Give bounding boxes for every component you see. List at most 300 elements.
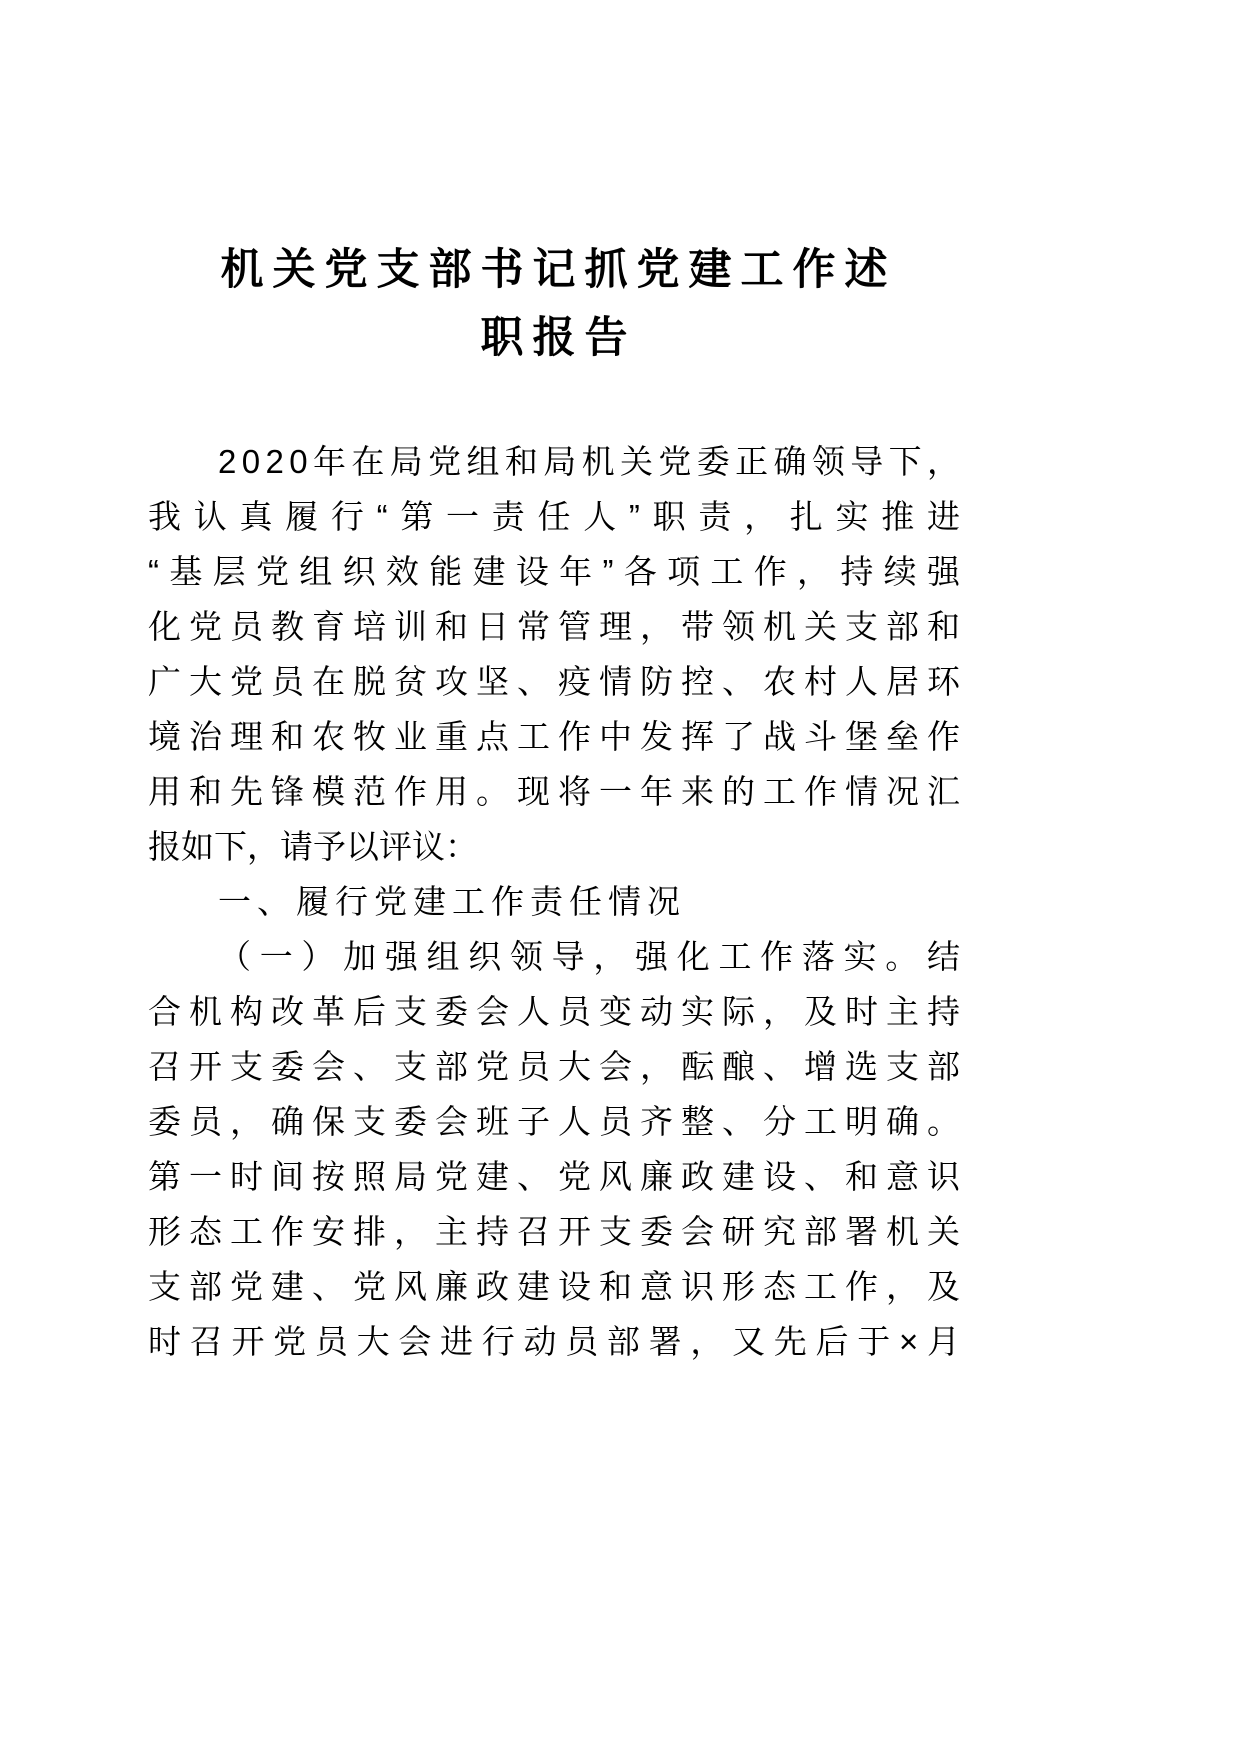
paragraph-line (148, 764, 960, 819)
glyph: 织 (342, 553, 376, 590)
glyph: 和 (435, 608, 468, 645)
glyph: 党 (255, 553, 289, 590)
glyph: 环 (927, 663, 960, 700)
glyph: 动 (640, 993, 673, 1030)
glyph: 和 (189, 773, 222, 810)
glyph: 部 (435, 1048, 468, 1085)
glyph: 工 (517, 718, 550, 755)
paragraph-line (148, 984, 960, 1039)
glyph: 党 (230, 1268, 263, 1305)
heading-section-1 (148, 874, 960, 929)
glyph: 责 (698, 498, 732, 535)
glyph: 强 (926, 553, 960, 590)
glyph: 堡 (845, 718, 878, 755)
glyph: 扎 (789, 498, 823, 535)
glyph: 实 (835, 498, 869, 535)
glyph: 合 (148, 993, 181, 1030)
glyph: 部 (804, 1213, 837, 1250)
glyph: 持 (476, 1213, 509, 1250)
glyph: 支 (599, 1213, 632, 1250)
glyph: 认 (193, 498, 227, 535)
glyph: 一 (446, 498, 480, 535)
glyph: 年 (312, 443, 346, 480)
glyph: 确 (773, 443, 807, 480)
glyph: 排 (353, 1213, 386, 1250)
glyph: 控 (681, 663, 714, 700)
glyph: 行 (481, 1323, 515, 1360)
paragraph-line (148, 1149, 960, 1204)
glyph: 境 (148, 718, 181, 755)
glyph: 态 (763, 1268, 796, 1305)
glyph: 实 (681, 993, 714, 1030)
glyph: 党 (230, 663, 263, 700)
glyph: 大 (558, 1048, 591, 1085)
glyph: 明 (845, 1103, 878, 1140)
document-content (148, 434, 960, 1369)
glyph: 化 (676, 938, 710, 975)
glyph: 主 (435, 1213, 468, 1250)
glyph: 攻 (435, 663, 468, 700)
paragraph-line (148, 599, 960, 654)
glyph: 年 (640, 773, 673, 810)
glyph: ， (763, 993, 796, 1030)
glyph: 组 (426, 938, 460, 975)
glyph: 业 (394, 718, 427, 755)
glyph: 月 (926, 1323, 960, 1360)
glyph: 形 (722, 1268, 755, 1305)
glyph: 会 (398, 1323, 432, 1360)
glyph: 落 (801, 938, 835, 975)
glyph: 下 (888, 443, 922, 480)
glyph: 整 (681, 1103, 714, 1140)
glyph: 保 (312, 1103, 345, 1140)
glyph: 项 (667, 553, 701, 590)
glyph: 中 (599, 718, 632, 755)
paragraph-line (148, 709, 960, 764)
glyph: 员 (517, 1048, 550, 1085)
glyph: 第 (400, 498, 434, 535)
glyph: 间 (271, 1158, 304, 1195)
glyph: 、 (722, 1103, 755, 1140)
glyph: 坚 (476, 663, 509, 700)
glyph: 建 (722, 1158, 755, 1195)
glyph: 党 (476, 1048, 509, 1085)
glyph: 员 (230, 608, 263, 645)
glyph: 研 (722, 1213, 755, 1250)
glyph: 作 (753, 553, 787, 590)
glyph: 开 (189, 1048, 222, 1085)
glyph: 作 (927, 718, 960, 755)
glyph: 局 (394, 1158, 427, 1195)
glyph: 加 (343, 938, 377, 975)
glyph: 带 (681, 608, 714, 645)
document-title-line-2: 职报告 (480, 314, 637, 362)
glyph: 员 (314, 1323, 348, 1360)
glyph: （ (218, 938, 251, 975)
glyph: 任 (537, 498, 571, 535)
glyph: 建 (517, 1268, 550, 1305)
glyph: 构 (230, 993, 263, 1030)
glyph: 、 (353, 1048, 386, 1085)
glyph: 贫 (394, 663, 427, 700)
glyph: 安 (312, 1213, 345, 1250)
glyph: 村 (804, 663, 837, 700)
glyph: 主 (886, 993, 919, 1030)
glyph: 。 (885, 938, 919, 975)
glyph: 正 (735, 443, 769, 480)
glyph: 意 (640, 1268, 673, 1305)
glyph: 、 (517, 1158, 550, 1195)
glyph: 范 (353, 773, 386, 810)
glyph: ” (602, 553, 614, 590)
glyph: 会 (476, 993, 509, 1030)
glyph: 委 (640, 1213, 673, 1250)
glyph: 作 (271, 1213, 304, 1250)
glyph: 设 (515, 553, 549, 590)
glyph: ， (640, 1048, 673, 1085)
glyph: 和 (599, 1268, 632, 1305)
glyph: 先 (773, 1323, 807, 1360)
glyph: 理 (599, 608, 632, 645)
glyph: 会 (312, 1048, 345, 1085)
glyph: ， (593, 938, 627, 975)
glyph: 支 (230, 1048, 263, 1085)
glyph: 点 (476, 718, 509, 755)
glyph: 委 (435, 993, 468, 1030)
glyph: 局 (389, 443, 423, 480)
glyph: 设 (558, 1268, 591, 1305)
glyph: 人 (517, 993, 550, 1030)
glyph: 机 (763, 608, 796, 645)
glyph: 各 (623, 553, 657, 590)
glyph: 持 (927, 993, 960, 1030)
glyph: 管 (558, 608, 591, 645)
glyph: 作 (558, 718, 591, 755)
glyph: 局 (543, 443, 577, 480)
glyph: 、 (763, 1048, 796, 1085)
glyph: 党 (273, 1323, 307, 1360)
glyph: 重 (435, 718, 468, 755)
glyph: 作 (845, 1268, 878, 1305)
glyph: 建 (472, 553, 506, 590)
glyph: 开 (231, 1323, 265, 1360)
glyph: 员 (599, 1103, 632, 1140)
paragraph-line (148, 1259, 960, 1314)
glyph: 党 (428, 443, 462, 480)
glyph: 强 (635, 938, 669, 975)
paragraph-line (148, 1204, 960, 1259)
glyph: 于 (857, 1323, 891, 1360)
glyph: 、 (804, 1158, 837, 1195)
glyph: 用 (435, 773, 468, 810)
glyph: 农 (763, 663, 796, 700)
glyph: 会 (435, 1103, 468, 1140)
glyph: 广 (148, 663, 181, 700)
glyph: 履 (285, 498, 319, 535)
glyph: 分 (763, 1103, 796, 1140)
glyph: 工 (763, 773, 796, 810)
glyph: 机 (581, 443, 615, 480)
glyph: 和 (504, 443, 538, 480)
glyph: 牧 (353, 718, 386, 755)
glyph: 和 (271, 718, 304, 755)
paragraph-line (148, 1039, 960, 1094)
paragraph-section-1-item-1 (148, 929, 960, 1369)
glyph: 层 (212, 553, 246, 590)
paragraph-line (148, 654, 960, 709)
glyph: 领 (811, 443, 845, 480)
glyph: 建 (476, 1158, 509, 1195)
glyph: 后 (353, 993, 386, 1030)
paragraph-line (148, 434, 960, 489)
glyph: 领 (722, 608, 755, 645)
glyph: 用 (148, 773, 181, 810)
paragraph-intro (148, 434, 960, 874)
glyph: ， (797, 553, 830, 590)
glyph: 部 (886, 608, 919, 645)
glyph: 及 (927, 1268, 960, 1305)
glyph: 一 (189, 1158, 222, 1195)
glyph: ， (926, 443, 960, 480)
glyph: 酿 (722, 1048, 755, 1085)
glyph: 照 (353, 1158, 386, 1195)
glyph: 风 (599, 1158, 632, 1195)
glyph: 。 (927, 1103, 960, 1140)
glyph: 员 (558, 993, 591, 1030)
glyph: 齐 (640, 1103, 673, 1140)
glyph: 织 (468, 938, 502, 975)
glyph: 机 (189, 993, 222, 1030)
glyph: 会 (599, 1048, 632, 1085)
glyph: 意 (886, 1158, 919, 1195)
glyph: 建 (271, 1268, 304, 1305)
glyph: 委 (148, 1103, 181, 1140)
glyph: 工 (804, 1268, 837, 1305)
glyph: 进 (926, 498, 960, 535)
paragraph-line (148, 819, 960, 874)
glyph: 、 (312, 1268, 345, 1305)
glyph: 人 (845, 663, 878, 700)
glyph: 领 (509, 938, 543, 975)
glyph: 斗 (804, 718, 837, 755)
line-text: 报如下，请予以评议： (148, 828, 478, 865)
glyph: 化 (148, 608, 181, 645)
glyph: 人 (558, 1103, 591, 1140)
glyph: 工 (710, 553, 744, 590)
glyph: 锋 (271, 773, 304, 810)
glyph: 强 (384, 938, 418, 975)
glyph: 在 (351, 443, 385, 480)
glyph: 情 (845, 773, 878, 810)
glyph: 、 (517, 663, 550, 700)
glyph: 了 (722, 718, 755, 755)
paragraph-line (148, 1314, 960, 1369)
glyph: 开 (558, 1213, 591, 1250)
glyph: 党 (435, 1158, 468, 1195)
glyph: 党 (558, 1158, 591, 1195)
line-text: 一、履行党建工作责任情况 (218, 883, 686, 920)
glyph: 模 (312, 773, 345, 810)
paragraph-line (148, 929, 960, 984)
glyph: 员 (189, 1103, 222, 1140)
glyph: 变 (599, 993, 632, 1030)
glyph: 训 (394, 608, 427, 645)
glyph: 在 (312, 663, 345, 700)
glyph: 基 (169, 553, 203, 590)
glyph: 疫 (558, 663, 591, 700)
glyph: 工 (230, 1213, 263, 1250)
glyph: 2 (265, 443, 284, 480)
glyph: 部 (189, 1268, 222, 1305)
glyph: 又 (732, 1323, 766, 1360)
glyph: 发 (640, 718, 673, 755)
glyph: 支 (394, 993, 427, 1030)
glyph: 先 (230, 773, 263, 810)
glyph: 持 (840, 553, 874, 590)
glyph: 时 (845, 993, 878, 1030)
glyph: 确 (886, 1103, 919, 1140)
glyph: 导 (551, 938, 585, 975)
glyph: 续 (883, 553, 917, 590)
glyph: 署 (648, 1323, 682, 1360)
glyph: 增 (804, 1048, 837, 1085)
glyph: 脱 (353, 663, 386, 700)
glyph: 0 (289, 443, 308, 480)
glyph: 召 (189, 1323, 223, 1360)
glyph: 情 (599, 663, 632, 700)
glyph: 召 (517, 1213, 550, 1250)
glyph: 支 (845, 608, 878, 645)
glyph: 实 (843, 938, 877, 975)
glyph: 党 (353, 1268, 386, 1305)
glyph: 时 (230, 1158, 263, 1195)
glyph: 后 (815, 1323, 849, 1360)
glyph: 挥 (681, 718, 714, 755)
glyph: ） (301, 938, 335, 975)
glyph: 大 (189, 663, 222, 700)
glyph: ” (628, 498, 640, 535)
glyph: 一 (259, 938, 293, 975)
glyph: 关 (619, 443, 653, 480)
glyph: 委 (271, 1048, 304, 1085)
document-body (148, 0, 960, 1369)
glyph: 组 (466, 443, 500, 480)
glyph: 行 (330, 498, 364, 535)
glyph: 来 (681, 773, 714, 810)
paragraph-line (148, 489, 960, 544)
glyph: 育 (312, 608, 345, 645)
glyph: 党 (189, 608, 222, 645)
glyph: 识 (681, 1268, 714, 1305)
glyph: 酝 (681, 1048, 714, 1085)
glyph: 作 (804, 773, 837, 810)
glyph: 廉 (640, 1158, 673, 1195)
glyph: 日 (476, 608, 509, 645)
glyph: × (898, 1323, 919, 1360)
glyph: 支 (394, 1048, 427, 1085)
glyph: 年 (559, 553, 593, 590)
glyph: 0 (241, 443, 261, 480)
glyph: 确 (271, 1103, 304, 1140)
paragraph-line (148, 1094, 960, 1149)
glyph: ， (690, 1323, 724, 1360)
glyph: 进 (440, 1323, 474, 1360)
glyph: 召 (148, 1048, 181, 1085)
glyph: 况 (886, 773, 919, 810)
heading-line (148, 874, 960, 929)
glyph: 真 (239, 498, 273, 535)
document-title-line-1: 机关党支部书记抓党建工作述 (220, 246, 897, 294)
glyph: ， (744, 498, 778, 535)
glyph: 结 (926, 938, 960, 975)
glyph: 一 (599, 773, 632, 810)
glyph: 委 (696, 443, 730, 480)
glyph: 导 (850, 443, 884, 480)
glyph: 党 (658, 443, 692, 480)
glyph: 选 (845, 1048, 878, 1085)
glyph: “ (148, 553, 159, 590)
glyph: 识 (927, 1158, 960, 1195)
paragraph-line (148, 544, 960, 599)
glyph: 居 (886, 663, 919, 700)
document-title (148, 0, 960, 372)
glyph: 作 (394, 773, 427, 810)
glyph: 工 (804, 1103, 837, 1140)
glyph: 支 (148, 1268, 181, 1305)
glyph: 委 (394, 1103, 427, 1140)
glyph: 风 (394, 1268, 427, 1305)
glyph: 会 (681, 1213, 714, 1250)
glyph: 工 (718, 938, 752, 975)
glyph: 我 (148, 498, 181, 535)
glyph: 改 (271, 993, 304, 1030)
glyph: 作 (760, 938, 794, 975)
glyph: 机 (886, 1213, 919, 1250)
glyph: 部 (927, 1048, 960, 1085)
glyph: 常 (517, 608, 550, 645)
glyph: 。 (476, 773, 509, 810)
glyph: 署 (845, 1213, 878, 1250)
glyph: 政 (681, 1158, 714, 1195)
glyph: 推 (881, 498, 915, 535)
glyph: 汇 (927, 773, 960, 810)
glyph: 关 (804, 608, 837, 645)
glyph: 政 (476, 1268, 509, 1305)
glyph: 际 (722, 993, 755, 1030)
glyph: 能 (429, 553, 463, 590)
glyph: 班 (476, 1103, 509, 1140)
glyph: 培 (353, 608, 386, 645)
glyph: 的 (722, 773, 755, 810)
glyph: 关 (927, 1213, 960, 1250)
glyph: 及 (804, 993, 837, 1030)
glyph: 战 (763, 718, 796, 755)
glyph: ， (886, 1268, 919, 1305)
glyph: 子 (517, 1103, 550, 1140)
glyph: 人 (583, 498, 617, 535)
glyph: ， (640, 608, 673, 645)
glyph: 革 (312, 993, 345, 1030)
glyph: 治 (189, 718, 222, 755)
glyph: 员 (271, 663, 304, 700)
glyph: 、 (722, 663, 755, 700)
glyph: 按 (312, 1158, 345, 1195)
glyph: 垒 (886, 718, 919, 755)
glyph: 第 (148, 1158, 181, 1195)
glyph: 现 (517, 773, 550, 810)
glyph: ， (394, 1213, 427, 1250)
glyph: 时 (148, 1323, 181, 1360)
